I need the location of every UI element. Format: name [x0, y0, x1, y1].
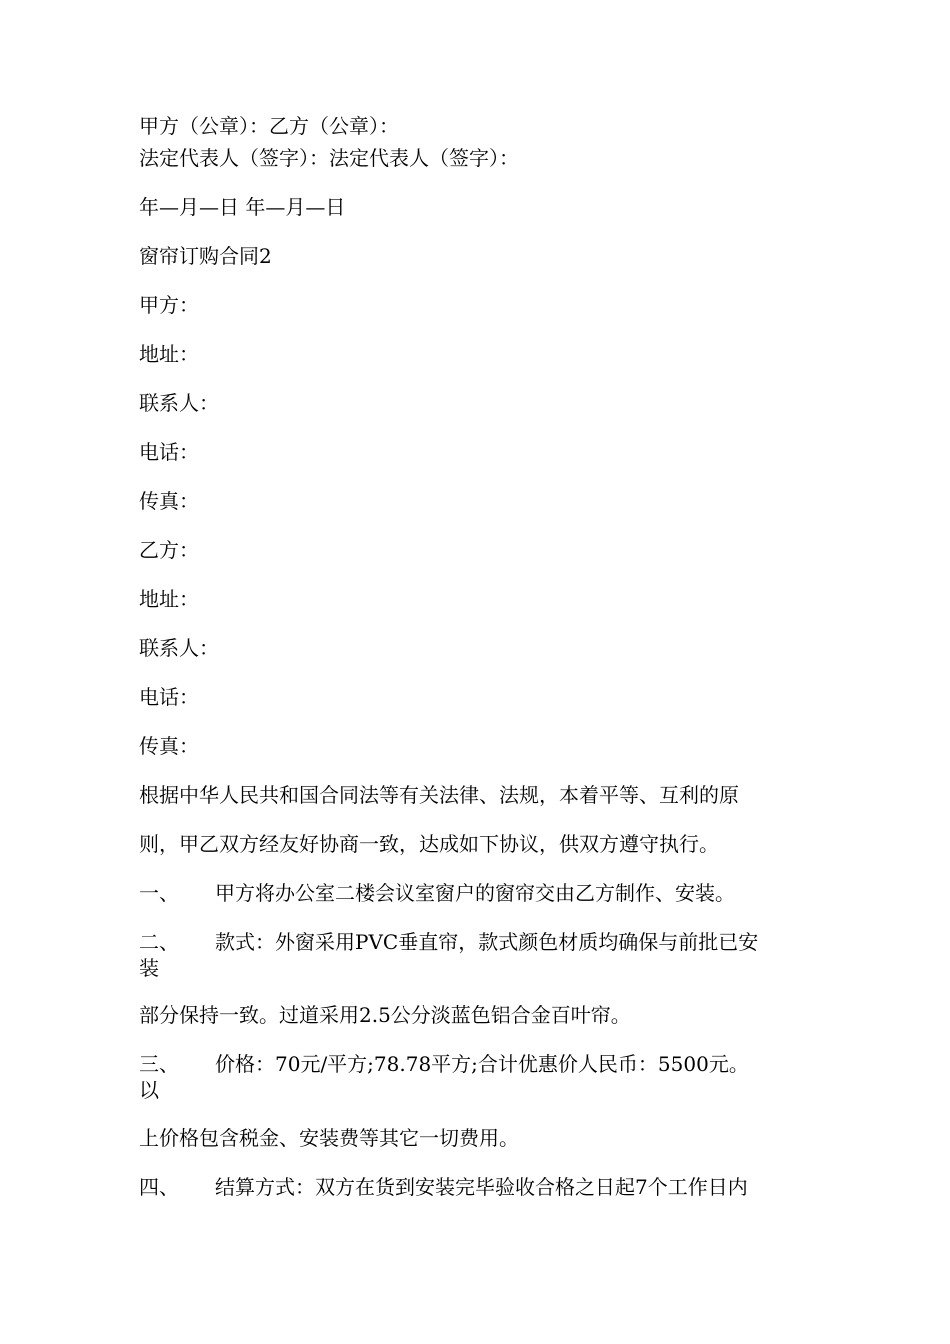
preamble-line-1: 根据中华人民共和国合同法等有关法律、法规，本着平等、互利的原: [139, 783, 739, 807]
clause-2-wrap: 装: [139, 956, 159, 980]
party-a-phone: 电话：: [139, 440, 199, 464]
contract-title: 窗帘订购合同2: [139, 244, 272, 268]
clause-2-continuation: 部分保持一致。过道采用2.5公分淡蓝色铝合金百叶帘。: [139, 1003, 631, 1027]
clause-number: 三、: [139, 1052, 179, 1076]
party-b-phone: 电话：: [139, 685, 199, 709]
party-a-label: 甲方：: [139, 293, 199, 317]
clause-number: 一、: [139, 881, 179, 905]
clause-3-wrap: 以: [139, 1078, 159, 1102]
date-line: 年—月—日 年—月—日: [139, 195, 346, 219]
clause-text: 价格：70元/平方;78.78平方;合计优惠价人民币：5500元。: [215, 1052, 749, 1076]
clause-text: 款式：外窗采用PVC垂直帘，款式颜色材质均确保与前批已安: [215, 930, 759, 954]
party-a-contact: 联系人：: [139, 391, 219, 415]
clause-3: [139, 1051, 749, 1077]
seal-line: 甲方（公章）：乙方（公章）：: [139, 114, 399, 138]
preamble-line-2: 则，甲乙双方经友好协商一致，达成如下协议，供双方遵守执行。: [139, 832, 719, 856]
clause-4: [139, 1174, 748, 1200]
party-b-label: 乙方：: [139, 538, 199, 562]
clause-number: 二、: [139, 930, 179, 954]
party-b-contact: 联系人：: [139, 636, 219, 660]
clause-text: 结算方式：双方在货到安装完毕验收合格之日起7个工作日内: [215, 1175, 748, 1199]
clause-3-continuation: 上价格包含税金、安装费等其它一切费用。: [139, 1126, 519, 1150]
party-a-fax: 传真：: [139, 489, 199, 513]
party-b-fax: 传真：: [139, 734, 199, 758]
clause-1: [139, 880, 735, 906]
representative-line: 法定代表人（签字）：法定代表人（签字）：: [139, 146, 519, 170]
clause-text: 甲方将办公室二楼会议室窗户的窗帘交由乙方制作、安装。: [215, 881, 735, 905]
party-a-address: 地址：: [139, 342, 199, 366]
clause-number: 四、: [139, 1175, 179, 1199]
party-b-address: 地址：: [139, 587, 199, 611]
clause-2: [139, 929, 758, 955]
